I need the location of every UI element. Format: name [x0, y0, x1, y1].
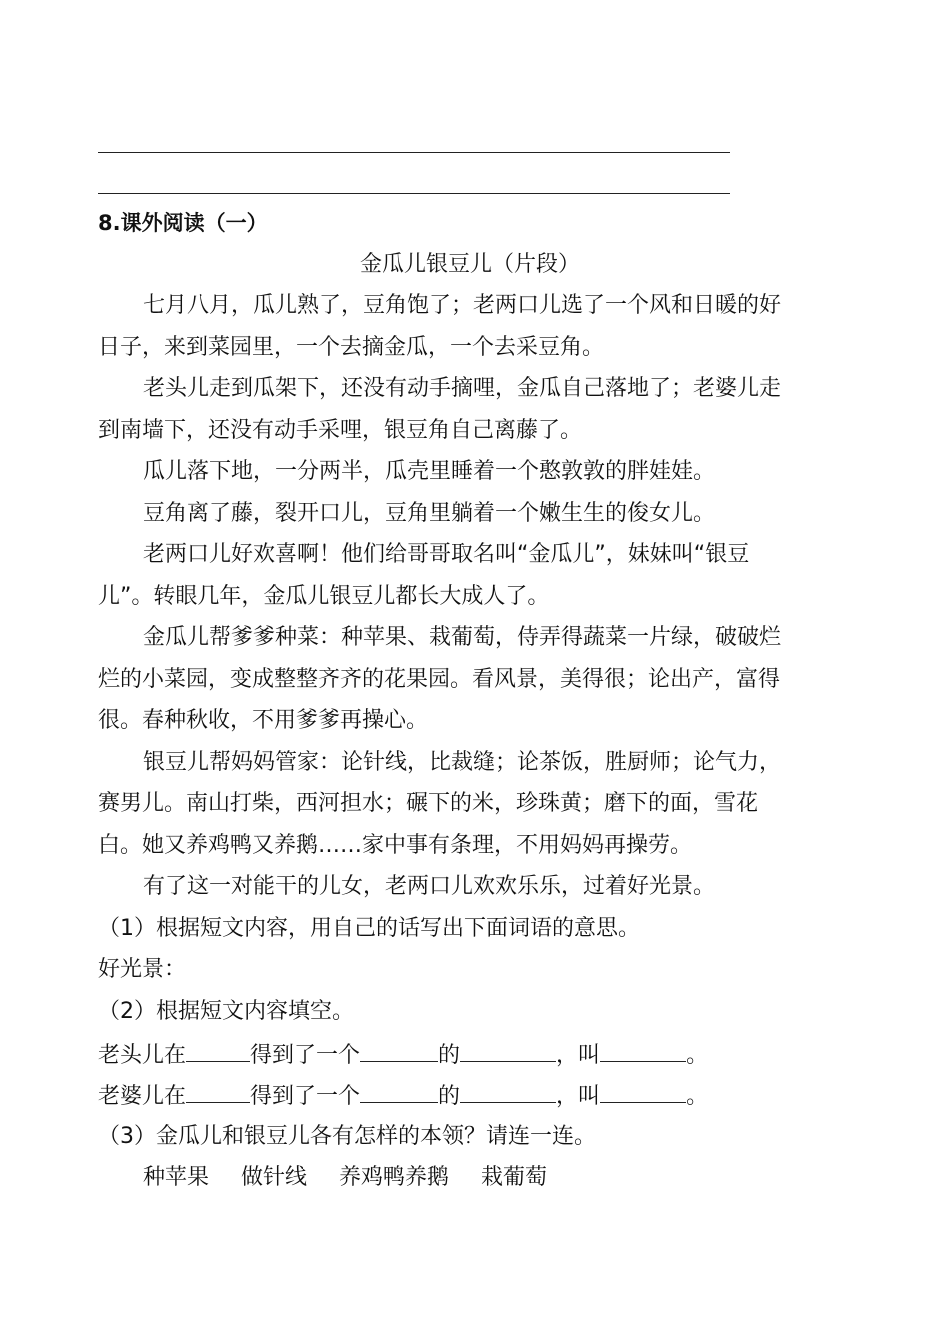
fill-blank[interactable] [460, 1080, 556, 1103]
answer-line[interactable] [98, 152, 730, 153]
question-1: （1）根据短文内容，用自己的话写出下面词语的意思。 [98, 916, 640, 941]
fill-text: ，叫 [556, 1043, 601, 1068]
fill-text: 。 [686, 1084, 709, 1109]
fill-text: 得到了一个 [250, 1084, 361, 1109]
option-item[interactable]: 养鸡鸭养鹅 [339, 1165, 450, 1190]
fill-text: 的 [438, 1084, 461, 1109]
passage-line: 赛男儿。南山打柴，西河担水；碾下的米，珍珠黄；磨下的面，雪花 [98, 791, 759, 816]
fill-in-line-1 [98, 1039, 708, 1071]
option-item[interactable]: 做针线 [241, 1165, 308, 1190]
option-item[interactable]: 种苹果 [143, 1165, 210, 1190]
section-heading: 8.课外阅读（一） [98, 211, 268, 235]
fill-blank[interactable] [600, 1039, 686, 1062]
fill-blank[interactable] [360, 1039, 438, 1062]
fill-blank[interactable] [600, 1080, 686, 1103]
fill-blank[interactable] [360, 1080, 438, 1103]
fill-text: 得到了一个 [250, 1043, 361, 1068]
passage-line: 白。她又养鸡鸭又养鹅……家中事有条理，不用妈妈再操劳。 [98, 833, 693, 858]
passage-line: 老两口儿好欢喜啊！他们给哥哥取名叫“金瓜儿”，妹妹叫“银豆 [143, 542, 750, 567]
fill-text: 。 [686, 1043, 709, 1068]
fill-blank[interactable] [186, 1080, 250, 1103]
passage-line: 日子，来到菜园里，一个去摘金瓜，一个去采豆角。 [98, 335, 605, 360]
option-item[interactable]: 栽葡萄 [481, 1165, 548, 1190]
fill-in-line-2 [98, 1080, 708, 1112]
passage-title: 金瓜儿银豆儿（片段） [359, 252, 580, 277]
fill-text: 老婆儿在 [98, 1084, 187, 1109]
fill-blank[interactable] [460, 1039, 556, 1062]
passage-line: 儿”。转眼几年，金瓜儿银豆儿都长大成人了。 [98, 584, 550, 609]
question-2: （2）根据短文内容填空。 [98, 999, 354, 1024]
matching-options [143, 1163, 579, 1193]
passage-line: 瓜儿落下地，一分两半，瓜壳里睡着一个憨敦敦的胖娃娃。 [143, 459, 716, 484]
passage-line: 七月八月，瓜儿熟了，豆角饱了；老两口儿选了一个风和日暖的好 [143, 293, 782, 318]
passage-line: 豆角离了藤，裂开口儿，豆角里躺着一个嫩生生的俊女儿。 [143, 501, 716, 526]
passage-line: 金瓜儿帮爹爹种菜：种苹果、栽葡萄，侍弄得蔬菜一片绿，破破烂 [143, 625, 782, 650]
fill-blank[interactable] [186, 1039, 250, 1062]
passage-line: 有了这一对能干的儿女，老两口儿欢欢乐乐，过着好光景。 [143, 874, 716, 899]
question-3: （3）金瓜儿和银豆儿各有怎样的本领？请连一连。 [98, 1124, 596, 1149]
question-1-term: 好光景： [98, 957, 187, 982]
fill-text: 的 [438, 1043, 461, 1068]
passage-line: 很。春种秋收，不用爹爹再操心。 [98, 708, 429, 733]
passage-line: 烂的小菜园，变成整整齐齐的花果园。看风景，美得很；论出产，富得 [98, 667, 781, 692]
fill-text: 老头儿在 [98, 1043, 187, 1068]
answer-line[interactable] [98, 193, 730, 194]
passage-line: 老头儿走到瓜架下，还没有动手摘哩，金瓜自己落地了；老婆儿走 [143, 376, 782, 401]
passage-line: 银豆儿帮妈妈管家：论针线，比裁缝；论茶饭，胜厨师；论气力， [143, 750, 782, 775]
passage-line: 到南墙下，还没有动手采哩，银豆角自己离藤了。 [98, 418, 583, 443]
fill-text: ，叫 [556, 1084, 601, 1109]
